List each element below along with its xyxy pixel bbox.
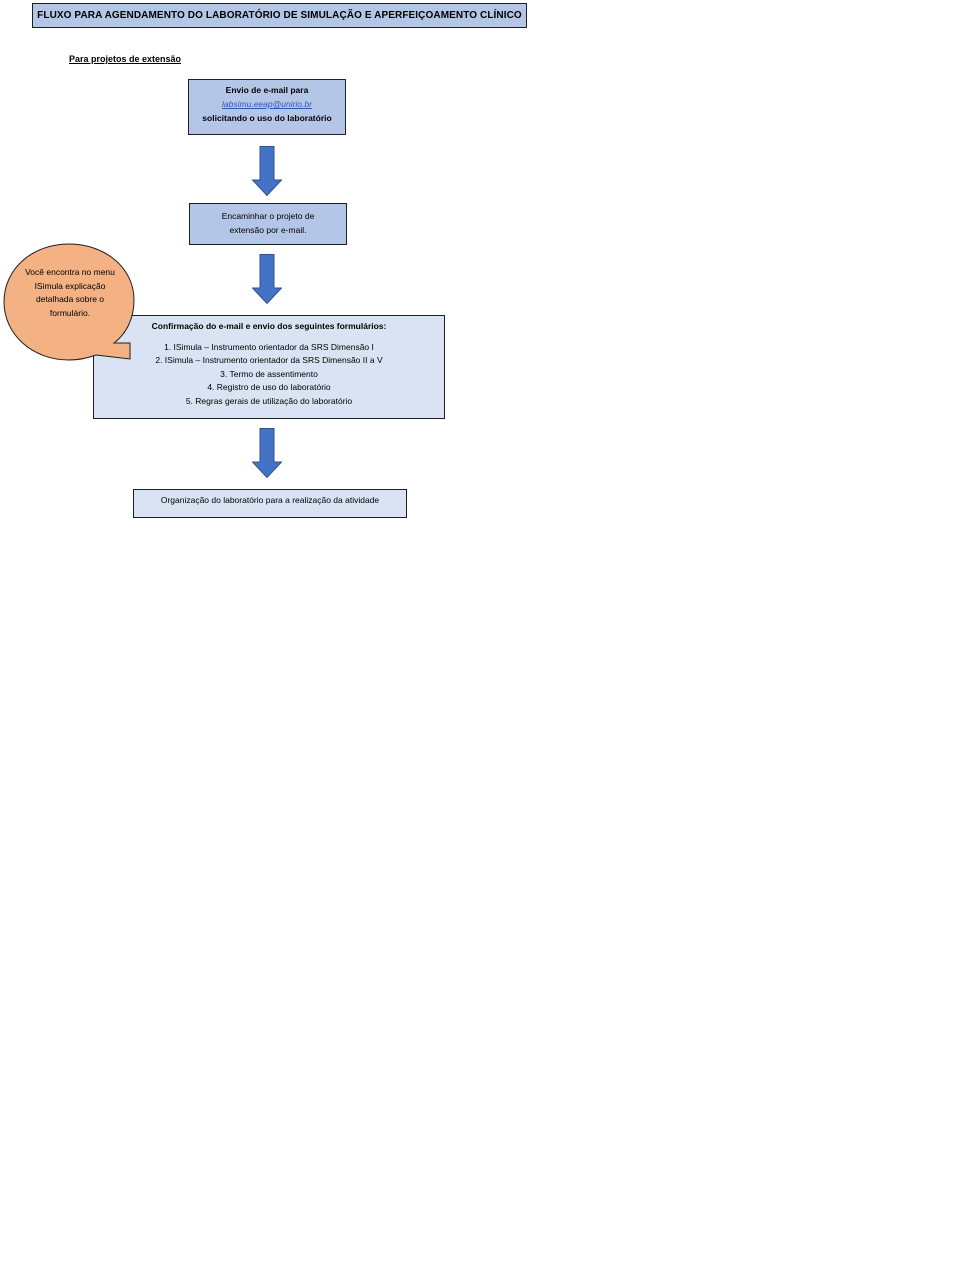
email-link[interactable]: labsimu.eeap@unirio.br: [222, 99, 312, 109]
form-list-item: 5. Regras gerais de utilização do laboratório: [185, 395, 353, 406]
step-send-email-line3: solicitando o uso do laboratório: [202, 113, 332, 123]
step-forward-project-text: Encaminhar o projeto de extensão por e-mail.: [221, 211, 315, 235]
step-organize-lab-box: [133, 489, 407, 518]
step-send-email-box: [188, 79, 346, 135]
callout-text: Você encontra no menu ISimula explicação detalhada sobre o formulário.: [25, 267, 115, 318]
down-arrow-icon: [252, 254, 282, 304]
diagram-title: [32, 3, 527, 28]
step-send-email-line1: Envio de e-mail para: [225, 85, 309, 95]
section-subtitle: Para projetos de extensão: [69, 54, 182, 64]
step-confirm-forms-box: [93, 315, 445, 419]
step-organize-lab-text: Organização do laboratório para a realização da atividade: [160, 495, 380, 505]
form-list-item: 2. ISimula – Instrumento orientador da SRS Dimensão II a V: [155, 355, 383, 366]
form-list-item: 4. Registro de uso do laboratório: [207, 382, 331, 393]
form-list-item: 3. Termo de assentimento: [220, 368, 318, 379]
diagram-title-text: FLUXO PARA AGENDAMENTO DO LABORATÓRIO DE SIMULAÇÃO E APERFEIÇOAMENTO CLÍNICO: [37, 10, 522, 21]
down-arrow-icon: [252, 428, 282, 478]
down-arrow-icon: [252, 146, 282, 196]
form-list-item: 1. ISimula – Instrumento orientador da SRS Dimensão I: [164, 341, 374, 352]
step-forward-project-box: [189, 203, 347, 245]
step-confirm-forms-heading: Confirmação do e-mail e envio dos seguintes formulários:: [151, 321, 387, 331]
